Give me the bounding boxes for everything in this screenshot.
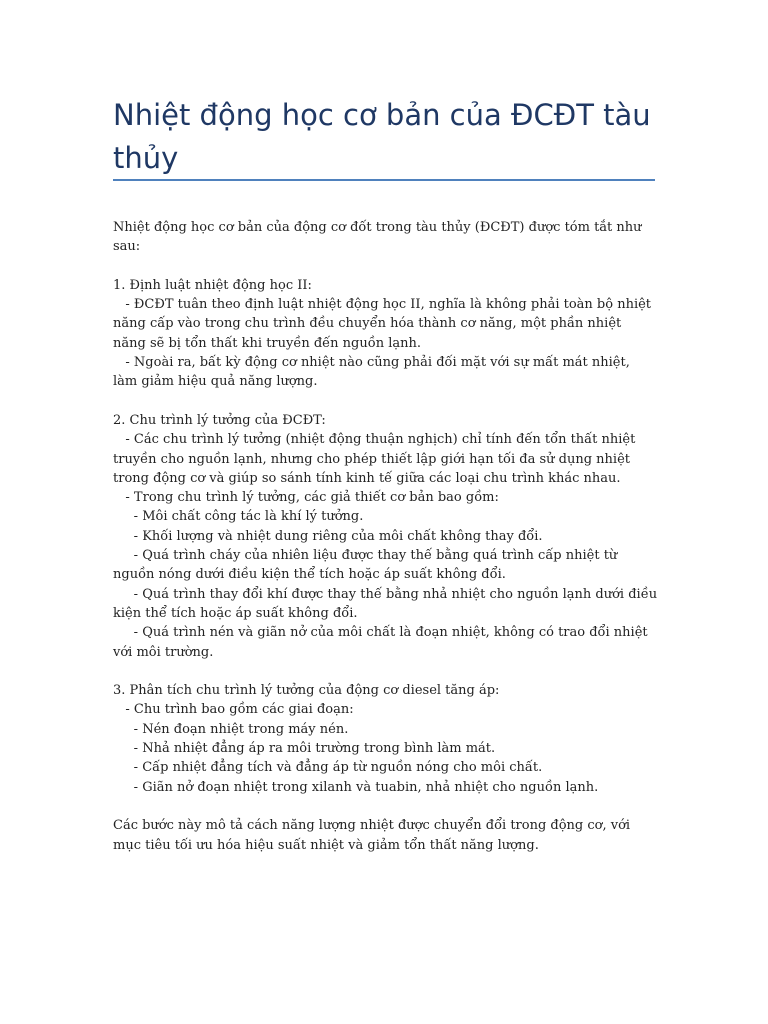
title-underline — [113, 179, 655, 181]
section-line: - Khối lượng và nhiệt dung riêng của môi chất không thay đổi. — [113, 528, 543, 544]
spacer — [113, 662, 658, 681]
spacer — [113, 392, 658, 411]
section-line: - Quá trình thay đổi khí được thay thế bằng nhả nhiệt cho nguồn lạnh dưới điều kiện thể tích hoặc áp suất không đổi. — [113, 586, 662, 621]
section-heading: 3. Phân tích chu trình lý tưởng của động cơ diesel tăng áp: — [113, 683, 500, 699]
section-line: - Cấp nhiệt đẳng tích và đẳng áp từ nguồn nóng cho môi chất. — [113, 760, 543, 776]
document-body — [113, 218, 662, 855]
section-line: - Ngoài ra, bất kỳ động cơ nhiệt nào cũng phải đối mặt với sự mất mát nhiệt, làm giảm hiệu quả năng lượng. — [113, 355, 635, 390]
section-line: - Nhả nhiệt đẳng áp ra môi trường trong bình làm mát. — [113, 741, 496, 757]
section-line: - Quá trình nén và giãn nở của môi chất là đoạn nhiệt, không có trao đổi nhiệt với môi trường. — [113, 625, 652, 660]
section-line: - Các chu trình lý tưởng (nhiệt động thuận nghịch) chỉ tính đến tổn thất nhiệt truyền cho nguồn lạnh, nhưng cho phép thiết lập giới hạn tối đa sử dụng nhiệt trong động cơ và giúp so sánh tính kinh tế giữa các loại chu trình khác nhau. — [113, 432, 640, 486]
section-line: - Quá trình cháy của nhiên liệu được thay thế bằng quá trình cấp nhiệt từ nguồn nóng dưới điều kiện thể tích hoặc áp suất không đổi. — [113, 548, 622, 583]
section-line: - Trong chu trình lý tưởng, các giả thiết cơ bản bao gồm: — [113, 490, 499, 506]
section-line: - Nén đoạn nhiệt trong máy nén. — [113, 721, 349, 737]
intro-paragraph: Nhiệt động học cơ bản của động cơ đốt trong tàu thủy (ĐCĐT) được tóm tắt như sau: — [113, 220, 646, 255]
section-line: - Giãn nở đoạn nhiệt trong xilanh và tuabin, nhả nhiệt cho nguồn lạnh. — [113, 779, 599, 795]
spacer — [113, 257, 658, 276]
document-title: Nhiệt động học cơ bản của ĐCĐT tàu thủy — [113, 98, 651, 175]
section-heading: 1. Định luật nhiệt động học II: — [113, 277, 312, 293]
section-line: - Chu trình bao gồm các giai đoạn: — [113, 702, 354, 718]
conclusion-paragraph: Các bước này mô tả cách năng lượng nhiệt được chuyển đổi trong động cơ, với mục tiêu tối ưu hóa hiệu suất nhiệt và giảm tổn thất năng lượng. — [113, 818, 635, 853]
section-heading: 2. Chu trình lý tưởng của ĐCĐT: — [113, 412, 326, 428]
spacer — [113, 797, 658, 816]
section-line: - Môi chất công tác là khí lý tưởng. — [113, 509, 364, 525]
section-line: - ĐCĐT tuân theo định luật nhiệt động học II, nghĩa là không phải toàn bộ nhiệt năng cấp vào trong chu trình đều chuyển hóa thành cơ năng, một phần nhiệt năng sẽ bị tổn thất khi truyền đến nguồn lạnh. — [113, 297, 656, 351]
